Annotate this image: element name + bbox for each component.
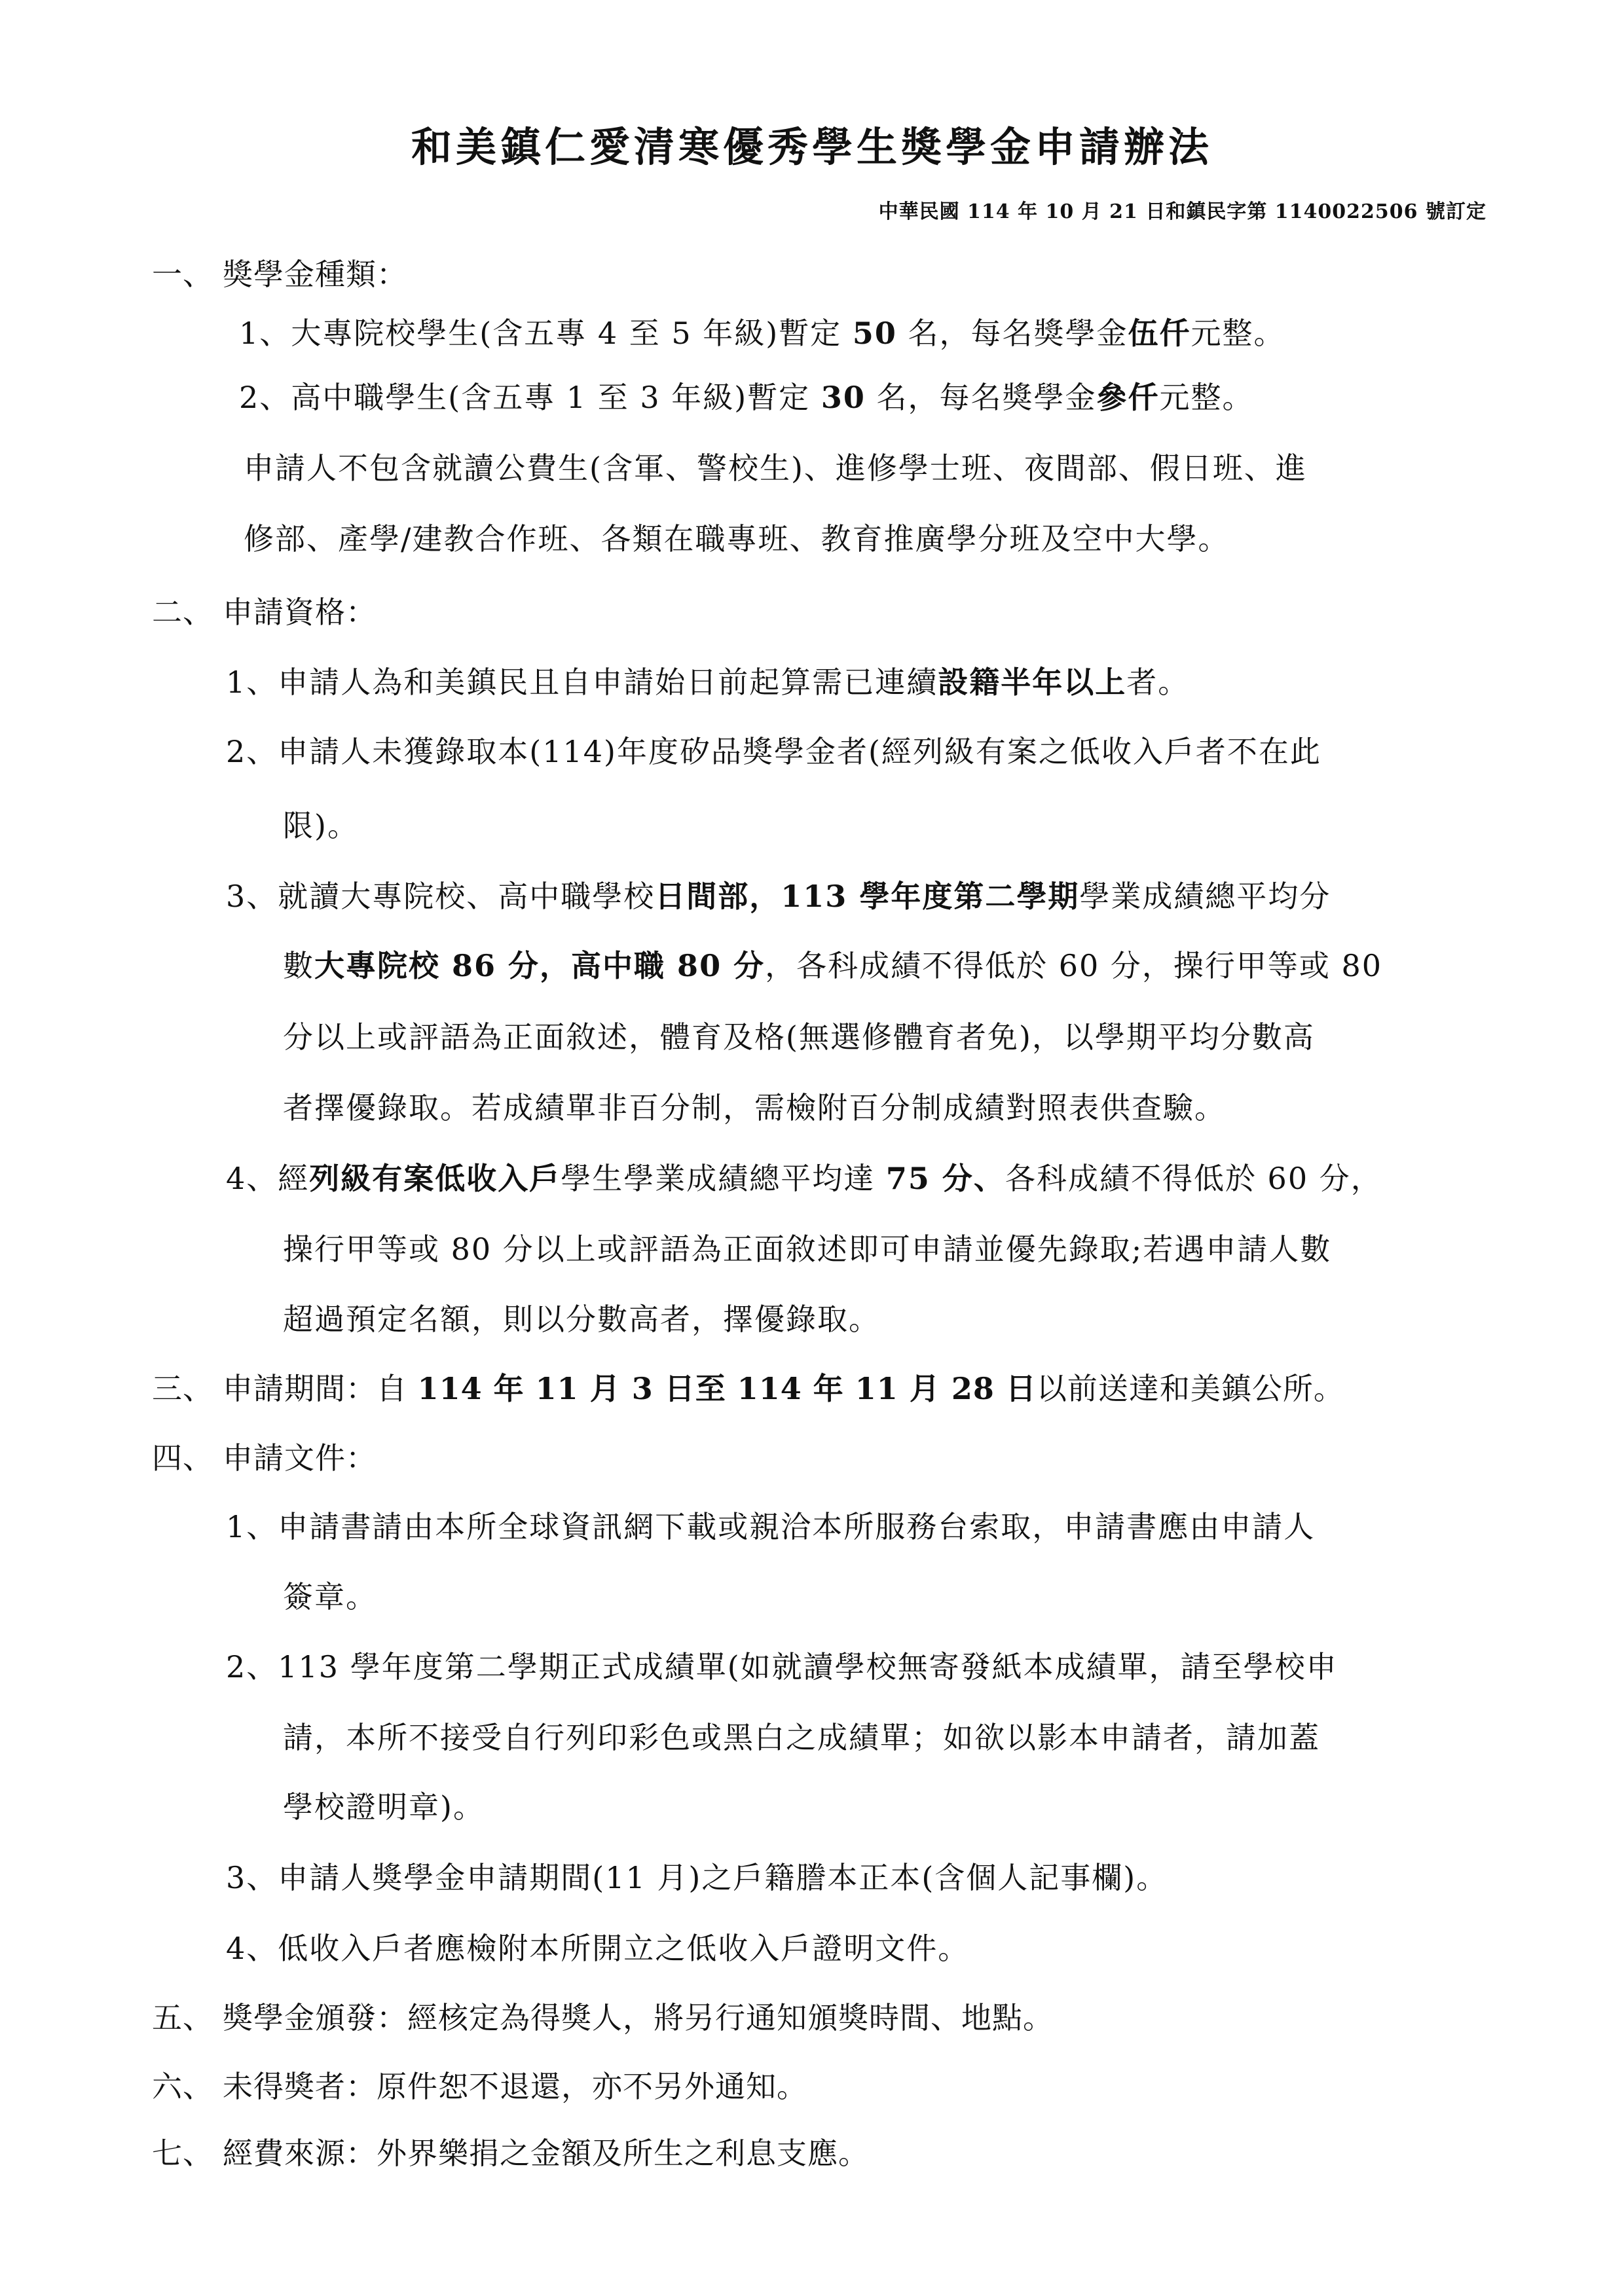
document-title: 和美鎮仁愛清寒優秀學生獎學金申請辦法 [411, 123, 1213, 171]
section-heading-text: 申請文件： [223, 1440, 377, 1476]
list-item: 4、經列級有案低收入戶學生學業成績總平均達 75 分、各科成績不得低於 60 分， [226, 1161, 1382, 1196]
section-heading-2 [152, 594, 377, 630]
list-item: 3、申請人獎學金申請期間(11 月)之戶籍謄本正本(含個人記事欄)。 [226, 1860, 1168, 1895]
item-continuation-line: 者擇優錄取。若成績單非百分制，需檢附百分制成績對照表供查驗。 [283, 1090, 1226, 1125]
emphasis-text: 參仟 [1096, 380, 1160, 415]
section-heading-text: 獎學金頒發：經核定為得獎人，將另行通知頒獎時間、地點。 [223, 2000, 1054, 2035]
section-heading-4 [152, 1440, 377, 1476]
item-continuation-line: 數大專院校 86 分，高中職 80 分，各科成績不得低於 60 分，操行甲等或 80 [283, 948, 1383, 983]
section-heading-7 [152, 2136, 869, 2172]
list-item: 1、大專院校學生(含五專 4 至 5 年級)暫定 50 名，每名獎學金伍仟元整。 [239, 316, 1285, 351]
item-continuation-line: 修部、產學/建教合作班、各類在職專班、教育推廣學分班及空中大學。 [244, 521, 1230, 556]
emphasis-text: 伍仟 [1128, 316, 1191, 351]
emphasis-text: 114 年 11 月 3 日至 114 年 11 月 28 日 [417, 1371, 1037, 1406]
emphasis-text: 50 [852, 316, 897, 351]
emphasis-text: 大專院校 86 分，高中職 80 分 [314, 948, 766, 983]
item-continuation-line: 申請人不包含就讀公費生(含軍、警校生)、進修學士班、夜間部、假日班、進 [244, 450, 1307, 486]
section-number: 四、 [152, 1440, 213, 1476]
item-continuation-line: 學校證明章)。 [283, 1789, 485, 1825]
list-item: 1、申請人為和美鎮民且自申請始日前起算需已連續設籍半年以上者。 [226, 665, 1190, 700]
section-heading-text: 獎學金種類： [223, 257, 407, 292]
section-heading-1 [152, 257, 407, 293]
emphasis-text: 設籍半年以上 [938, 665, 1127, 700]
section-number: 六、 [152, 2069, 213, 2104]
document-issue-reference: 中華民國 114 年 10 月 21 日和鎮民字第 1140022506 號訂定 [878, 200, 1486, 223]
emphasis-text: 日間部，113 學年度第二學期 [655, 879, 1080, 914]
emphasis-text: 30 [821, 380, 866, 415]
section-number: 二、 [152, 594, 213, 630]
section-number: 五、 [152, 2000, 213, 2035]
list-item: 3、就讀大專院校、高中職學校日間部，113 學年度第二學期學業成績總平均分 [226, 879, 1331, 914]
item-continuation-line: 操行甲等或 80 分以上或評語為正面敘述即可申請並優先錄取;若遇申請人數 [283, 1231, 1332, 1267]
item-continuation-line: 分以上或評語為正面敘述，體育及格(無選修體育者免)，以學期平均分數高 [283, 1019, 1315, 1055]
section-number: 七、 [152, 2136, 213, 2171]
item-continuation-line: 超過預定名額，則以分數高者，擇優錄取。 [283, 1302, 880, 1337]
section-number: 一、 [152, 257, 213, 292]
section-heading-6 [152, 2069, 807, 2105]
section-heading-3 [152, 1371, 1344, 1407]
item-continuation-line: 請，本所不接受自行列印彩色或黑白之成績單；如欲以影本申請者，請加蓋 [283, 1720, 1320, 1755]
list-item: 4、低收入戶者應檢附本所開立之低收入戶證明文件。 [226, 1931, 970, 1966]
item-continuation-line: 限)。 [283, 808, 359, 843]
list-item: 2、高中職學生(含五專 1 至 3 年級)暫定 30 名，每名獎學金參仟元整。 [239, 380, 1254, 415]
section-heading-text: 未得獎者：原件恕不退還，亦不另外通知。 [223, 2069, 807, 2104]
list-item: 1、申請書請由本所全球資訊網下載或親洽本所服務台索取，申請書應由申請人 [226, 1509, 1316, 1544]
emphasis-text: 75 分、 [885, 1161, 1005, 1196]
section-heading-text: 申請期間：自 114 年 11 月 3 日至 114 年 11 月 28 日以前送達和美鎮公所。 [223, 1371, 1344, 1406]
section-heading-text: 經費來源：外界樂捐之金額及所生之利息支應。 [223, 2136, 869, 2171]
section-heading-5 [152, 2000, 1054, 2036]
emphasis-text: 列級有案低收入戶 [309, 1161, 561, 1196]
section-heading-text: 申請資格： [223, 594, 377, 630]
item-continuation-line: 簽章。 [283, 1579, 377, 1614]
list-item: 2、申請人未獲錄取本(114)年度矽品獎學金者(經列級有案之低收入戶者不在此 [226, 734, 1321, 769]
section-number: 三、 [152, 1371, 213, 1406]
list-item: 2、113 學年度第二學期正式成績單(如就讀學校無寄發紙本成績單，請至學校申 [226, 1649, 1338, 1685]
